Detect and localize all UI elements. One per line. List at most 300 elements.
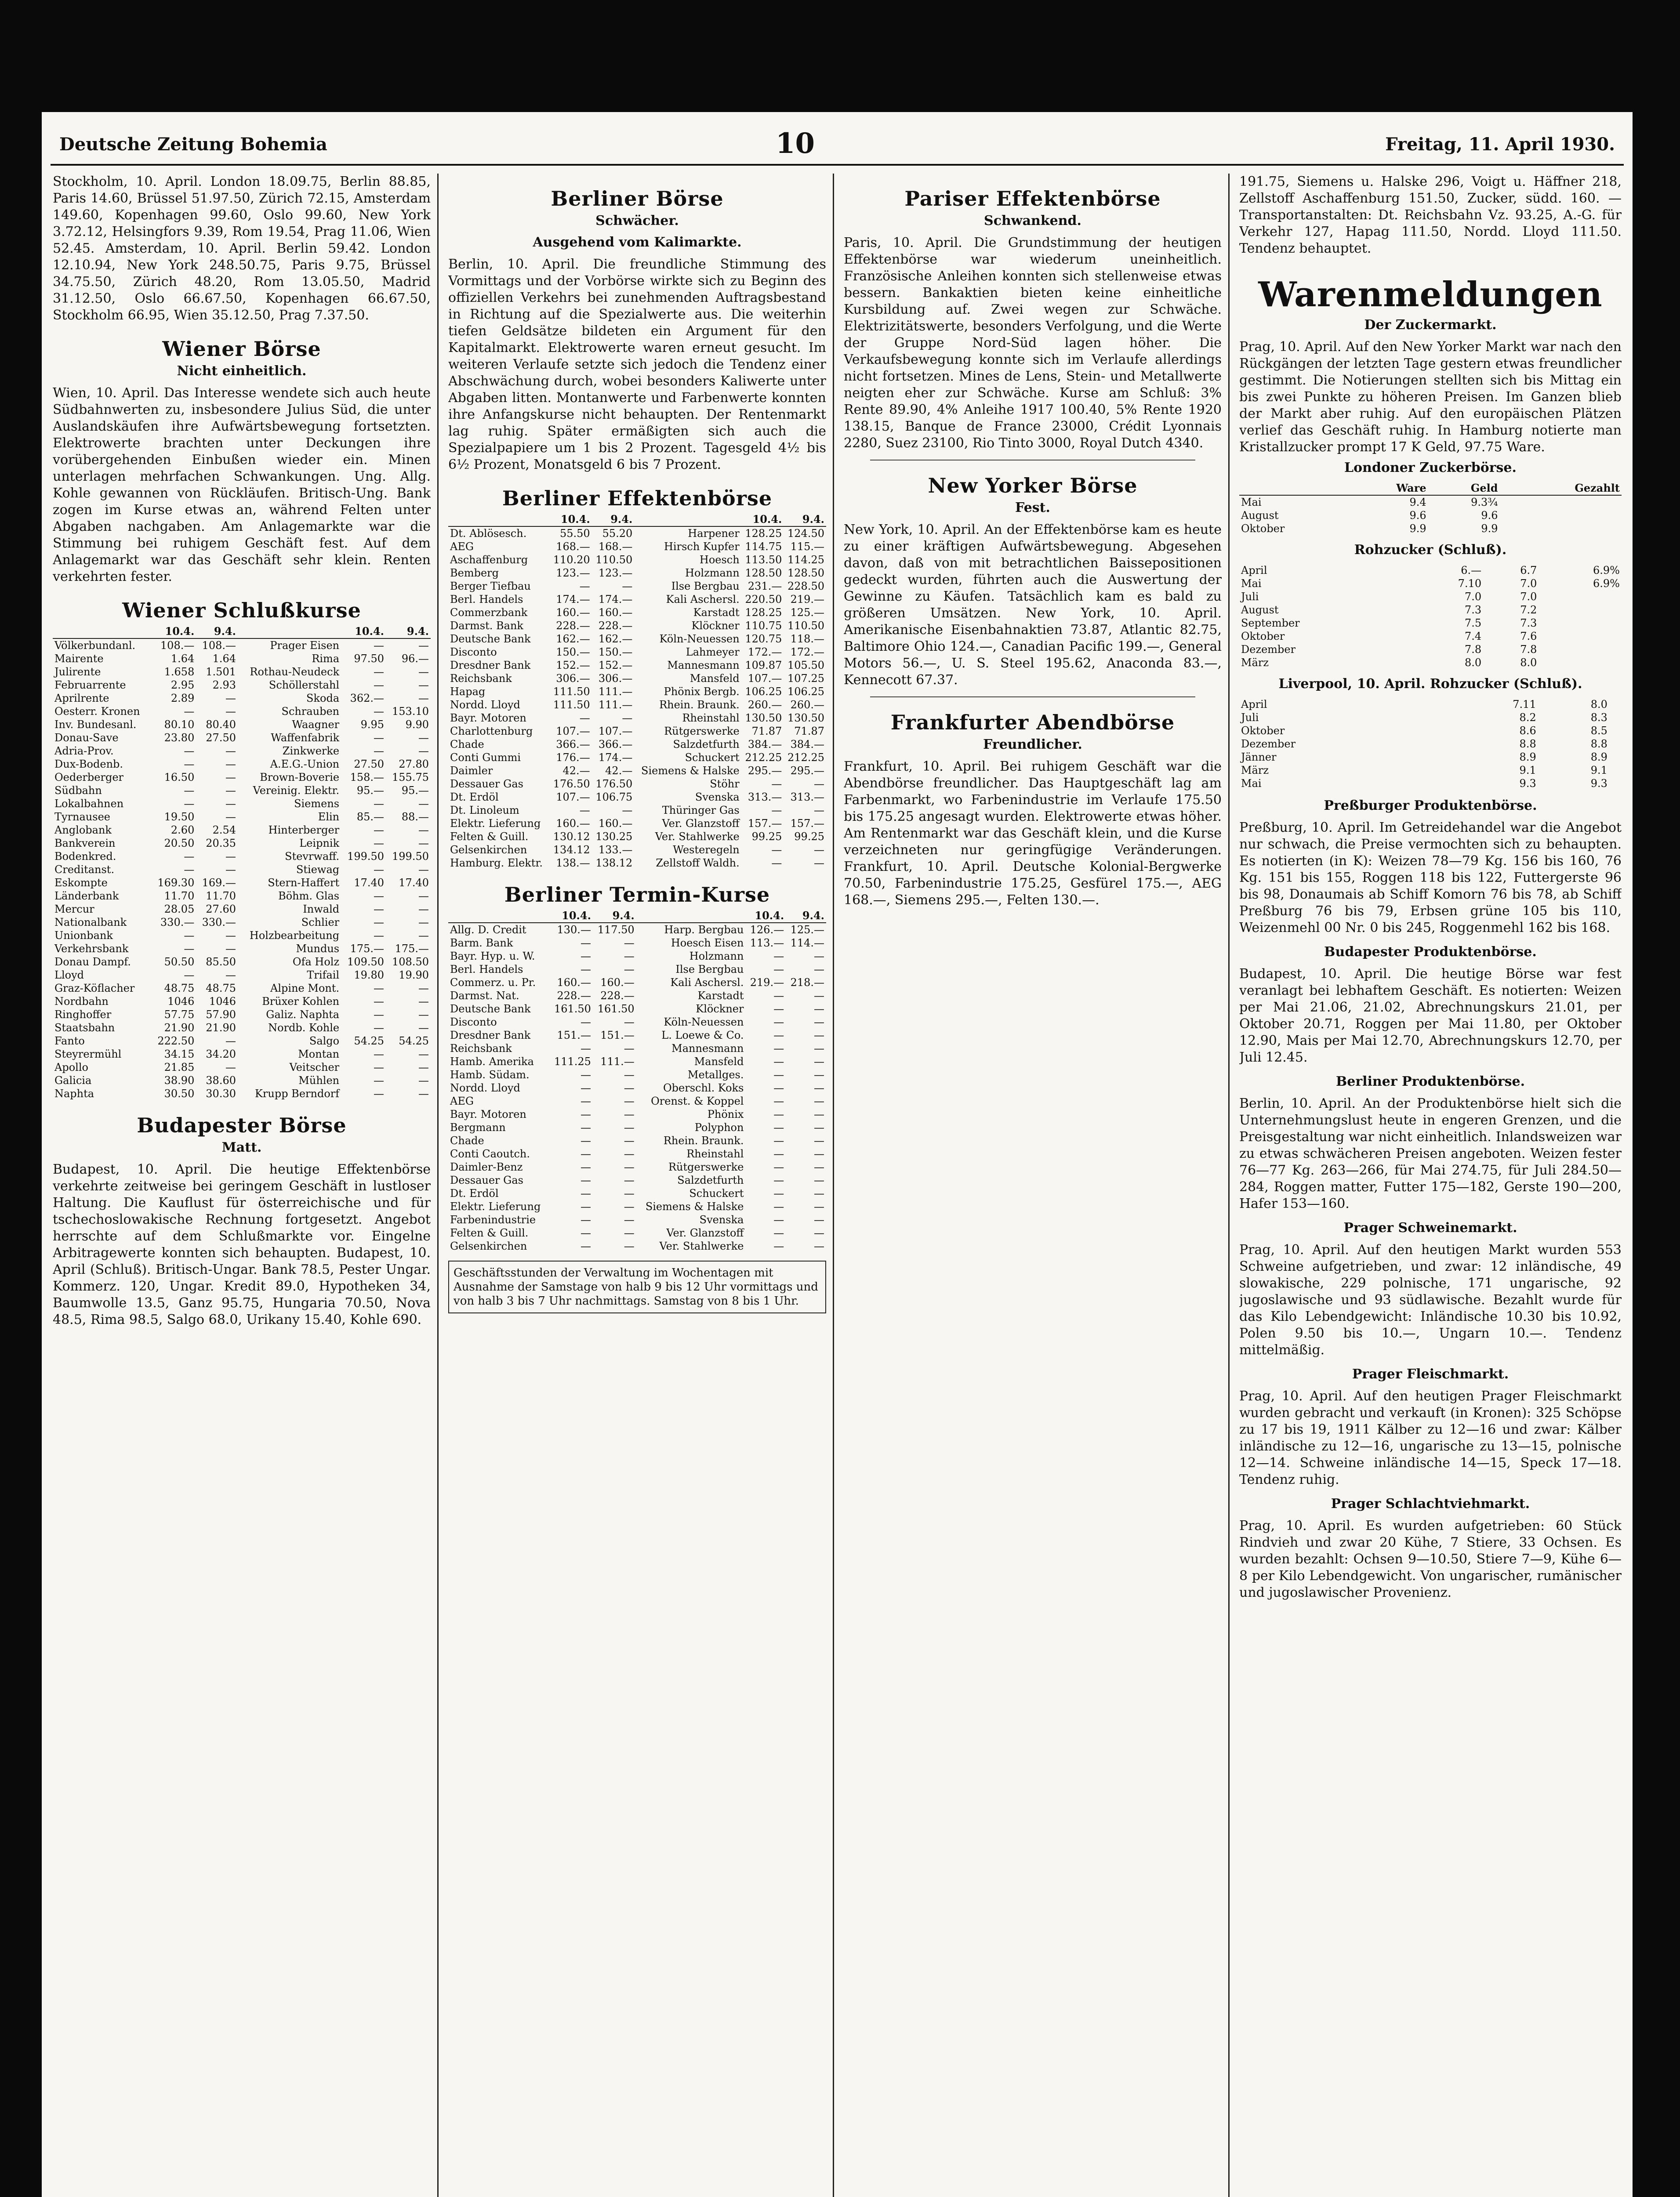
quote-table — [448, 909, 826, 1253]
table-row — [448, 817, 826, 830]
column-3 — [844, 174, 1222, 2197]
section-text: Budapest, 10. April. Die heutige Börse war fest veranlagt bei lebhaftem Geschäft. Es notierten: Weizen per Mai 21.06, 21.02, Abrechnungskurs 21.01, per Oktober 20.71, Roggen per Mai 11.80, per Oktober 12.90, Mais per Mai 12.70, Abrechnungskurs 12.70, per Juli 12.45. — [1239, 966, 1622, 1065]
table-cell: — — [814, 1069, 824, 1081]
table-cell: — — [624, 1148, 635, 1160]
table-cell: — — [814, 1161, 824, 1173]
table-cell: 27.50 — [354, 758, 385, 770]
foreign-exchange-paragraph: Stockholm, 10. April. London 18.09.75, Berlin 88.85, Paris 14.60, Brüssel 51.97.50, Zürich 72.15, Amsterdam 149.60, Kopenhagen 99.60, Oslo 99.60, New York 3.72.12, Helsingfors 9.39, Rom 19.54, Prag 11.06, Wien 52.45. Amsterdam, 10. April. Berlin 59.42. London 12.10.94, New York 248.50.75, Paris 9.75, Brüssel 34.75.50, Zürich 48.20, Rom 13.05.50, Madrid 31.12.50, Oslo 66.67.50, Kopenhagen 66.67.50, Stockholm 66.95, Wien 35.12.50, Prag 7.37.50. — [53, 174, 431, 323]
table-cell: 108.— — [202, 639, 236, 652]
table-cell: 175.— — [350, 943, 385, 955]
table-cell: 97.50 — [354, 653, 385, 665]
table-cell: Creditanst. — [54, 863, 115, 876]
table-header-row — [1239, 482, 1622, 495]
table-cell: — — [622, 712, 633, 724]
table-cell: 8.9 — [1519, 751, 1536, 763]
table-cell: Rothau-Neudeck — [250, 666, 340, 678]
section-subtitle: Schwankend. — [984, 213, 1081, 228]
table-row — [448, 856, 826, 870]
table-cell: — — [814, 1029, 824, 1041]
table-cell: — — [225, 758, 236, 770]
table-cell: Graz-Köflacher — [54, 982, 135, 994]
table-cell: Holzbearbeitung — [249, 929, 340, 942]
table-cell: — — [814, 1016, 824, 1028]
table-row — [53, 1008, 431, 1021]
table-cell: — — [418, 692, 429, 704]
table-cell: — — [418, 1088, 429, 1100]
table-cell: 130.50 — [745, 712, 782, 724]
table-cell: 1.501 — [206, 666, 236, 678]
table-row — [448, 1108, 826, 1121]
table-cell: 95.— — [401, 784, 429, 797]
table-cell: 330.— — [160, 916, 195, 928]
table-cell: 55.20 — [602, 527, 633, 540]
table-cell: — — [580, 1227, 591, 1239]
table-cell: Polyphon — [694, 1121, 744, 1134]
table-cell: — — [773, 1003, 784, 1015]
table-cell: 161.50 — [554, 1003, 591, 1015]
table-cell: Disconto — [450, 1016, 497, 1028]
table-cell: — — [225, 863, 236, 876]
column-header — [448, 513, 549, 526]
table-cell — [1508, 522, 1622, 535]
table-row — [53, 1061, 431, 1074]
table-row — [448, 1002, 826, 1015]
section-subtitle: Berliner Produktenbörse. — [1335, 1074, 1525, 1089]
table-row — [53, 731, 431, 744]
column-rule — [437, 174, 439, 2197]
table-row — [448, 1226, 826, 1240]
table-row — [448, 1055, 826, 1068]
table-cell: Felten & Guill. — [450, 830, 529, 843]
table-cell: 1.658 — [164, 666, 195, 678]
table-cell: Stern-Haffert — [268, 877, 340, 889]
table-cell: — — [773, 1029, 784, 1041]
table-cell: 130.50 — [787, 712, 824, 724]
table-cell: Ver. Stahlwerke — [655, 830, 740, 843]
table-cell: — — [814, 804, 824, 816]
table-cell: — — [418, 1008, 429, 1021]
table-cell: Mannesmann — [667, 659, 740, 671]
table-cell — [1538, 630, 1622, 643]
table-cell: 8.8 — [1519, 738, 1536, 750]
table-cell: 228.— — [600, 990, 635, 1002]
table-cell: — — [814, 1174, 824, 1186]
table-cell: Dt. Erdöl — [450, 1187, 499, 1200]
table-cell: 228.— — [598, 620, 633, 632]
table-cell: 1046 — [209, 995, 236, 1008]
table-cell: — — [814, 1108, 824, 1120]
section-title: Pariser Effektenbörse — [904, 187, 1161, 210]
table-row — [1239, 724, 1622, 737]
table-cell: September — [1241, 617, 1300, 629]
table-cell: März — [1241, 764, 1269, 776]
table-row — [448, 698, 826, 711]
table-cell: Kali Aschersl. — [666, 593, 740, 605]
table-cell: Ver. Glanzstoff — [666, 1227, 744, 1239]
masthead: Deutsche Zeitung Bohemia — [59, 134, 327, 155]
table-cell: Klöckner — [696, 1003, 744, 1015]
table-cell: Inv. Bundesanl. — [54, 718, 137, 731]
table-cell: Lahmeyer — [686, 646, 740, 658]
table-cell: 114.75 — [745, 540, 782, 553]
table-cell: 20.35 — [206, 837, 236, 849]
table-cell: — — [580, 1240, 591, 1252]
table-cell: 48.75 — [206, 982, 236, 994]
section-text: Prag, 10. April. Es wurden aufgetrieben: 60 Stück Rindvieh und zwar 20 Kühe, 7 Stiere, 33 Ochsen. Es wurden bezahlt: Ochsen 9—10.50, Stiere 7—9, Kühe 6—8 per Kilo Lebendgewicht. Von ungarischer, rumänischer und jugoslawischer Provenienz. — [1239, 1518, 1622, 1600]
table-row — [448, 950, 826, 963]
table-cell — [1500, 522, 1508, 535]
table-cell: — — [374, 1074, 385, 1087]
table-cell: Salzdetfurth — [677, 1174, 744, 1186]
table-cell: — — [374, 863, 385, 876]
continued-paragraph: 191.75, Siemens u. Halske 296, Voigt u. Häffner 218, Zellstoff Aschaffenburg 151.50, Zucker, südd. 160. — Transportanstalten: Dt. Reichsbahn Vz. 93.25, A.-G. für Verkehr 127, Hapag 111.50, Nordd. Lloyd 111.50. Tendenz behauptet. — [1239, 174, 1622, 256]
table-cell: 172.— — [747, 646, 782, 658]
table-cell: 42.— — [562, 765, 590, 777]
section-text: Paris, 10. April. Die Grundstimmung der heutigen Effektenbörse war wiederum uneinheitlich. Französische Anleihen konnten sich stellenweise etwas bessern. Bankaktien bieten keine einheitliche Kursbildung auf. Zwei wegen zur Schwäche. Elektrizitätswerte, besonders Verfolgung, und die Werte der Gruppe Nord-Süd lagen höher. Die Verkaufsbewegung konnte sich im Verlaufe allerdings nicht fortsetzen. Mines de Lens, Stein- und Metallwerte neigten eher zur Schwäche. Kurse am Schluß: 3% Rente 89.90, 4% Anleihe 1917 100.40, 5% Rente 1920 138.15, Banque de France 23000, Crédit Lyonnais 2280, Suez 23100, Rio Tinto 3000, Royal Dutch 4340. — [844, 235, 1222, 451]
table-cell: 9.3¾ — [1471, 496, 1498, 508]
table-cell: 1046 — [167, 995, 195, 1008]
table-row — [448, 1081, 826, 1095]
table-row — [448, 685, 826, 698]
table-cell: A.E.G.-Union — [270, 758, 340, 770]
berliner-boerse-section — [448, 187, 826, 473]
table-cell: 7.0 — [1465, 591, 1482, 603]
table-cell: 108.50 — [392, 956, 429, 968]
table-cell: — — [773, 1227, 784, 1239]
table-cell: 306.— — [556, 672, 590, 685]
table-cell: Harp. Bergbau — [664, 924, 744, 936]
table-row — [448, 1147, 826, 1160]
table-row — [53, 652, 431, 665]
table-cell: 366.— — [556, 738, 590, 750]
table-cell: 7.8 — [1465, 643, 1482, 656]
table-cell: — — [624, 1095, 635, 1107]
table-cell: 110.75 — [745, 620, 782, 632]
table-cell: 7.10 — [1458, 577, 1482, 590]
table-row — [53, 692, 431, 705]
section-title: Frankfurter Abendbörse — [890, 711, 1175, 734]
table-cell: Bemberg — [450, 567, 499, 579]
table-cell: — — [418, 1022, 429, 1034]
table-cell: 9.3 — [1519, 777, 1536, 790]
table-cell: Nationalbank — [54, 916, 127, 928]
table-cell: — — [814, 1187, 824, 1200]
rohzucker-title: Rohzucker (Schluß). — [1354, 542, 1507, 558]
table-row — [448, 804, 826, 817]
table-cell: — — [184, 850, 195, 863]
table-cell: — — [814, 1214, 824, 1226]
table-cell: — — [374, 1008, 385, 1021]
table-cell: 222.50 — [157, 1035, 195, 1047]
table-cell: 128.50 — [745, 567, 782, 579]
table-cell: Mairente — [54, 653, 104, 665]
table-cell: Hoesch — [699, 554, 740, 566]
table-cell: — — [580, 1042, 591, 1055]
table-cell: Felten & Guill. — [450, 1227, 529, 1239]
table-cell: 80.10 — [164, 718, 195, 731]
table-cell: Skoda — [306, 692, 340, 704]
table-row — [1239, 764, 1622, 777]
liverpool-table — [1239, 698, 1622, 790]
table-cell: 9.3 — [1590, 777, 1607, 790]
table-row — [448, 963, 826, 976]
table-cell: 50.50 — [164, 956, 195, 968]
table-cell: 199.50 — [392, 850, 429, 863]
table-row — [448, 790, 826, 804]
table-cell: Rütgerswerke — [664, 725, 740, 737]
table-cell: 9.90 — [405, 718, 429, 731]
table-row — [1239, 564, 1622, 577]
table-cell: — — [184, 745, 195, 757]
table-cell: Schrauben — [281, 705, 340, 718]
table-cell: — — [580, 1200, 591, 1213]
table-row — [448, 989, 826, 1002]
table-cell: — — [580, 1016, 591, 1028]
table-row — [448, 1174, 826, 1187]
table-cell: 107.— — [556, 791, 590, 803]
table-cell: — — [773, 1095, 784, 1107]
table-cell: Karstadt — [697, 990, 744, 1002]
table-cell: 30.30 — [206, 1088, 236, 1100]
table-cell: Oberschl. Koks — [663, 1082, 744, 1094]
column-header: 10.4. — [341, 625, 386, 638]
table-cell: Darmst. Nat. — [450, 990, 519, 1002]
table-cell: 160.— — [557, 976, 591, 989]
table-cell: — — [418, 863, 429, 876]
table-cell: 7.4 — [1465, 630, 1482, 642]
table-cell: 219.— — [790, 593, 824, 605]
table-cell: 162.— — [598, 633, 633, 645]
column-header: Ware — [1350, 482, 1428, 495]
table-cell: — — [418, 1061, 429, 1073]
table-cell: Bayr. Hyp. u. W. — [450, 950, 535, 962]
table-cell: 27.60 — [206, 903, 236, 915]
table-cell: — — [225, 811, 236, 823]
table-cell: 34.15 — [164, 1048, 195, 1060]
table-row — [53, 916, 431, 929]
table-cell: — — [624, 1174, 635, 1186]
table-cell: Deutsche Bank — [450, 1003, 531, 1015]
table-cell: — — [580, 1148, 591, 1160]
table-cell: Lloyd — [54, 969, 84, 981]
table-cell: — — [184, 863, 195, 876]
table-cell: 110.20 — [553, 554, 590, 566]
table-cell: — — [374, 890, 385, 902]
table-cell: Mai — [1241, 777, 1262, 790]
table-cell: 85.— — [356, 811, 385, 823]
table-cell: Gelsenkirchen — [450, 1240, 527, 1252]
section-subtitle: Preßburger Produktenbörse. — [1324, 798, 1537, 813]
table-row — [53, 705, 431, 718]
column-header: 9.4. — [786, 909, 826, 923]
table-cell: Chade — [450, 1135, 484, 1147]
table-row — [448, 580, 826, 593]
table-cell: — — [624, 937, 635, 949]
section-subtitle: Der Zuckermarkt. — [1364, 317, 1497, 333]
column-header: Geld — [1428, 482, 1500, 495]
table-cell: Darmst. Bank — [450, 620, 523, 632]
table-cell: Daimler-Benz — [450, 1161, 523, 1173]
table-row — [448, 830, 826, 843]
table-cell: — — [580, 1108, 591, 1120]
table-cell: — — [814, 1121, 824, 1134]
frankfurter-boerse-section — [844, 711, 1222, 909]
table-cell — [1538, 603, 1622, 616]
table-cell: Svenska — [695, 791, 740, 803]
table-cell — [1609, 750, 1622, 764]
table-cell: 128.50 — [787, 567, 824, 579]
table-cell: — — [225, 784, 236, 797]
table-cell: 123.— — [556, 567, 590, 579]
table-cell: — — [814, 857, 824, 869]
table-cell: Rheinstahl — [682, 712, 740, 724]
table-cell: Bankverein — [54, 837, 116, 849]
table-cell: Schlier — [301, 916, 340, 928]
schlachtvieh-section — [1239, 1496, 1622, 1601]
table-row — [1239, 616, 1622, 630]
table-row — [448, 1200, 826, 1213]
table-cell: Stevrwaff. — [285, 850, 340, 863]
table-cell: 175.— — [395, 943, 429, 955]
table-cell: — — [814, 1240, 824, 1252]
table-cell — [1508, 509, 1622, 522]
london-title: Londoner Zuckerbörse. — [1344, 460, 1517, 475]
table-cell: Bergmann — [450, 1121, 506, 1134]
table-cell: 176.50 — [553, 778, 590, 790]
table-cell: — — [624, 1108, 635, 1120]
table-cell: — — [374, 732, 385, 744]
table-cell: 38.90 — [164, 1074, 195, 1087]
table-cell: 107.— — [556, 725, 590, 737]
table-cell: 27.80 — [399, 758, 429, 770]
budapester-produkten-section — [1239, 944, 1622, 1066]
table-cell: 160.— — [556, 606, 590, 619]
table-cell: 153.10 — [392, 705, 429, 718]
table-cell: — — [225, 1061, 236, 1073]
table-cell: 96.— — [401, 653, 429, 665]
table-cell: Siemens — [294, 798, 340, 810]
table-cell: — — [624, 1135, 635, 1147]
table-cell: — — [225, 745, 236, 757]
table-cell: Aschaffenburg — [450, 554, 528, 566]
table-cell: Bayr. Motoren — [450, 712, 526, 724]
section-text: Berlin, 10. April. An der Produktenbörse hielt sich die Unternehmungslust heute in engeren Grenzen, und die Preisgestaltung war nicht einheitlich. Inlandsweizen war zu etwas schwächeren Preisen angeboten. Weizen fester 76—77 Kg. 263—266, für Mai 274.75, für Juli 284.50—284, Roggen matter, Futter 175—182, Gerste 190—200, Hafer 153—160. — [1239, 1096, 1622, 1211]
table-cell: 55.50 — [559, 527, 590, 540]
table-cell — [1609, 737, 1622, 750]
table-cell: Dux-Bodenb. — [54, 758, 123, 770]
table-cell: Holzmann — [689, 950, 744, 962]
table-cell: 8.0 — [1520, 656, 1537, 669]
section-text: Prag, 10. April. Auf den heutigen Prager Fleischmarkt wurden gebracht und verkauft (in Kronen): 325 Schöpse zu 17 bis 19, 1911 Kälber zu 12—16 und zwar: Kälber inländische zu 12—16, ungarische zu 13—15, polnische 12—14. Schweine inländische 14—15, Speck 17—18. Tendenz ruhig. — [1239, 1389, 1622, 1487]
table-cell: 109.50 — [347, 956, 385, 968]
table-cell: 152.— — [556, 659, 590, 671]
table-cell: Hamburg. Elektr. — [450, 857, 543, 869]
table-cell: Südbahn — [54, 784, 102, 797]
table-cell: 107.— — [598, 725, 633, 737]
table-row — [53, 889, 431, 903]
table-row — [53, 929, 431, 942]
table-cell: 11.70 — [164, 890, 195, 902]
section-subtitle: Prager Schweinemarkt. — [1343, 1220, 1517, 1236]
table-row — [1239, 522, 1622, 535]
table-cell: — — [814, 1227, 824, 1239]
table-cell: — — [624, 1161, 635, 1173]
table-cell: Unionbank — [54, 929, 113, 942]
pressburger-section — [1239, 798, 1622, 936]
table-cell: Mansfeld — [689, 672, 740, 685]
table-cell: 6.9% — [1593, 577, 1620, 590]
column-header — [634, 513, 741, 526]
table-cell: 88.— — [401, 811, 429, 823]
table-cell: 128.25 — [745, 527, 782, 540]
table-cell: Daimler — [450, 765, 493, 777]
table-cell: Conti Gummi — [450, 751, 521, 764]
table-cell: Kali Aschersl. — [670, 976, 744, 989]
table-cell: — — [374, 1048, 385, 1060]
section-title: Budapester Börse — [137, 1113, 347, 1137]
table-cell: 9.6 — [1409, 509, 1426, 522]
berliner-effekten-section — [448, 486, 826, 870]
table-cell: Mundus — [296, 943, 340, 955]
table-cell — [1609, 711, 1622, 724]
table-row — [53, 1021, 431, 1034]
table-cell: Dezember — [1241, 643, 1296, 656]
rohzucker-table — [1239, 564, 1622, 669]
table-cell: — — [418, 995, 429, 1008]
table-row — [53, 942, 431, 955]
table-row — [53, 718, 431, 731]
table-cell: Völkerbundanl. — [54, 639, 136, 652]
table-cell: 199.50 — [347, 850, 385, 863]
table-row — [1239, 643, 1622, 656]
table-cell: 107.— — [747, 672, 782, 685]
table-cell: 99.25 — [794, 830, 824, 843]
table-cell: — — [814, 963, 824, 975]
table-cell: Steyrermühl — [54, 1048, 122, 1060]
table-cell: — — [773, 1214, 784, 1226]
table-cell: 54.25 — [399, 1035, 429, 1047]
table-cell: 9.1 — [1519, 764, 1536, 776]
page-header — [42, 127, 1633, 160]
table-cell: April — [1241, 698, 1267, 711]
table-row — [53, 823, 431, 837]
table-cell: Galiz. Naphta — [266, 1008, 340, 1021]
table-cell: Brown-Boverie — [260, 771, 340, 783]
table-cell: — — [622, 580, 633, 592]
table-cell: 21.90 — [206, 1022, 236, 1034]
table-cell: — — [225, 850, 236, 863]
table-cell: August — [1241, 509, 1279, 522]
table-row — [1239, 509, 1622, 522]
table-cell: Aprilrente — [54, 692, 109, 704]
wiener-schlusskurse-section — [53, 598, 431, 1100]
table-cell: Lokalbahnen — [54, 798, 124, 810]
table-cell: Oktober — [1241, 725, 1285, 737]
table-cell: 111.50 — [553, 685, 590, 698]
table-cell: 158.— — [350, 771, 385, 783]
table-cell: — — [624, 1240, 635, 1252]
table-cell: Metallges. — [687, 1069, 744, 1081]
table-cell: — — [773, 1055, 784, 1068]
table-cell: Dt. Erdöl — [450, 791, 499, 803]
column-header: 10.4. — [741, 513, 784, 526]
table-row — [448, 1015, 826, 1029]
table-cell: Phönix — [707, 1108, 744, 1120]
table-cell: Nordd. Lloyd — [450, 1082, 520, 1094]
table-cell: 157.— — [790, 817, 824, 830]
table-cell: 110.50 — [787, 620, 824, 632]
table-cell: 138.— — [556, 857, 590, 869]
